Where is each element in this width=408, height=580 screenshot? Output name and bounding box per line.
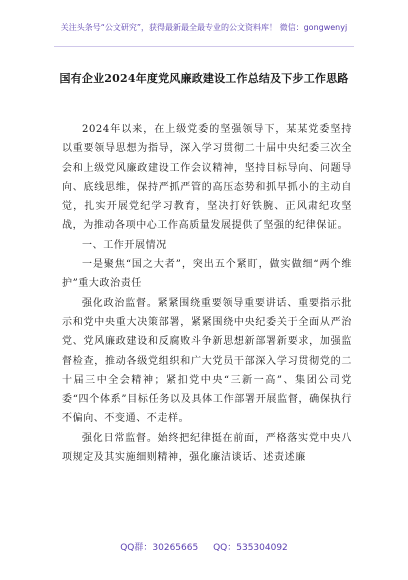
document-body bbox=[62, 120, 352, 467]
footer-qq-group: QQ群：30265665 bbox=[120, 543, 199, 553]
section-heading: 一、工作开展情况 bbox=[82, 239, 167, 251]
subsection-heading: 一是聚焦“国之大者”，突出五个紧盯，做实做细“两个维护”重大政治责任 bbox=[62, 259, 352, 290]
footer-contact bbox=[0, 540, 408, 553]
intro-paragraph: 2024年以来，在上级党委的坚强领导下，某某党委坚持以重要领导思想为指导，深入学习贯彻二十届中央纪委三次全会和上级党风廉政建设工作会议精神，坚持目标导向、问题导向、底线思维，保持严抓严管的高压态势和抓早抓小的主动自觉，扎实开展党纪学习教育，坚决打好铁腕、正风肃纪攻坚战，为推动各项中心工作高质量发展提供了坚强的纪律保证。 bbox=[62, 124, 352, 232]
political-supervision-paragraph: 强化政治监督。紧紧围绕重要领导重要讲话、重要指示批示和党中央重大决策部署，紧紧围绕中央纪委关于全面从严治党、党风廉政建设和反腐败斗争新思想新部署新要求，加强监督检查，推动各级党组织和广大党员干部深入学习贯彻党的二十届三中全会精神；紧扣党中央“三新一高”、集团公司党委“四个体系”目标任务以及具体工作部署开展监督，确保执行不偏向、不变通、不走样。 bbox=[62, 297, 352, 425]
footer-qq: QQ：535304092 bbox=[213, 543, 288, 553]
daily-supervision-paragraph: 强化日常监督。始终把纪律挺在前面，严格落实党中央八项规定及其实施细则精神，强化廉洁谈话、述责述廉 bbox=[62, 432, 352, 464]
header-divider bbox=[54, 46, 354, 47]
document-title: 国有企业2024年度党风廉政建设工作总结及下步工作思路 bbox=[59, 72, 349, 85]
header-note: 关注头条号“公文研究”，获得最新最全最专业的公文资料库！ 微信：gongwenyj bbox=[60, 23, 348, 32]
